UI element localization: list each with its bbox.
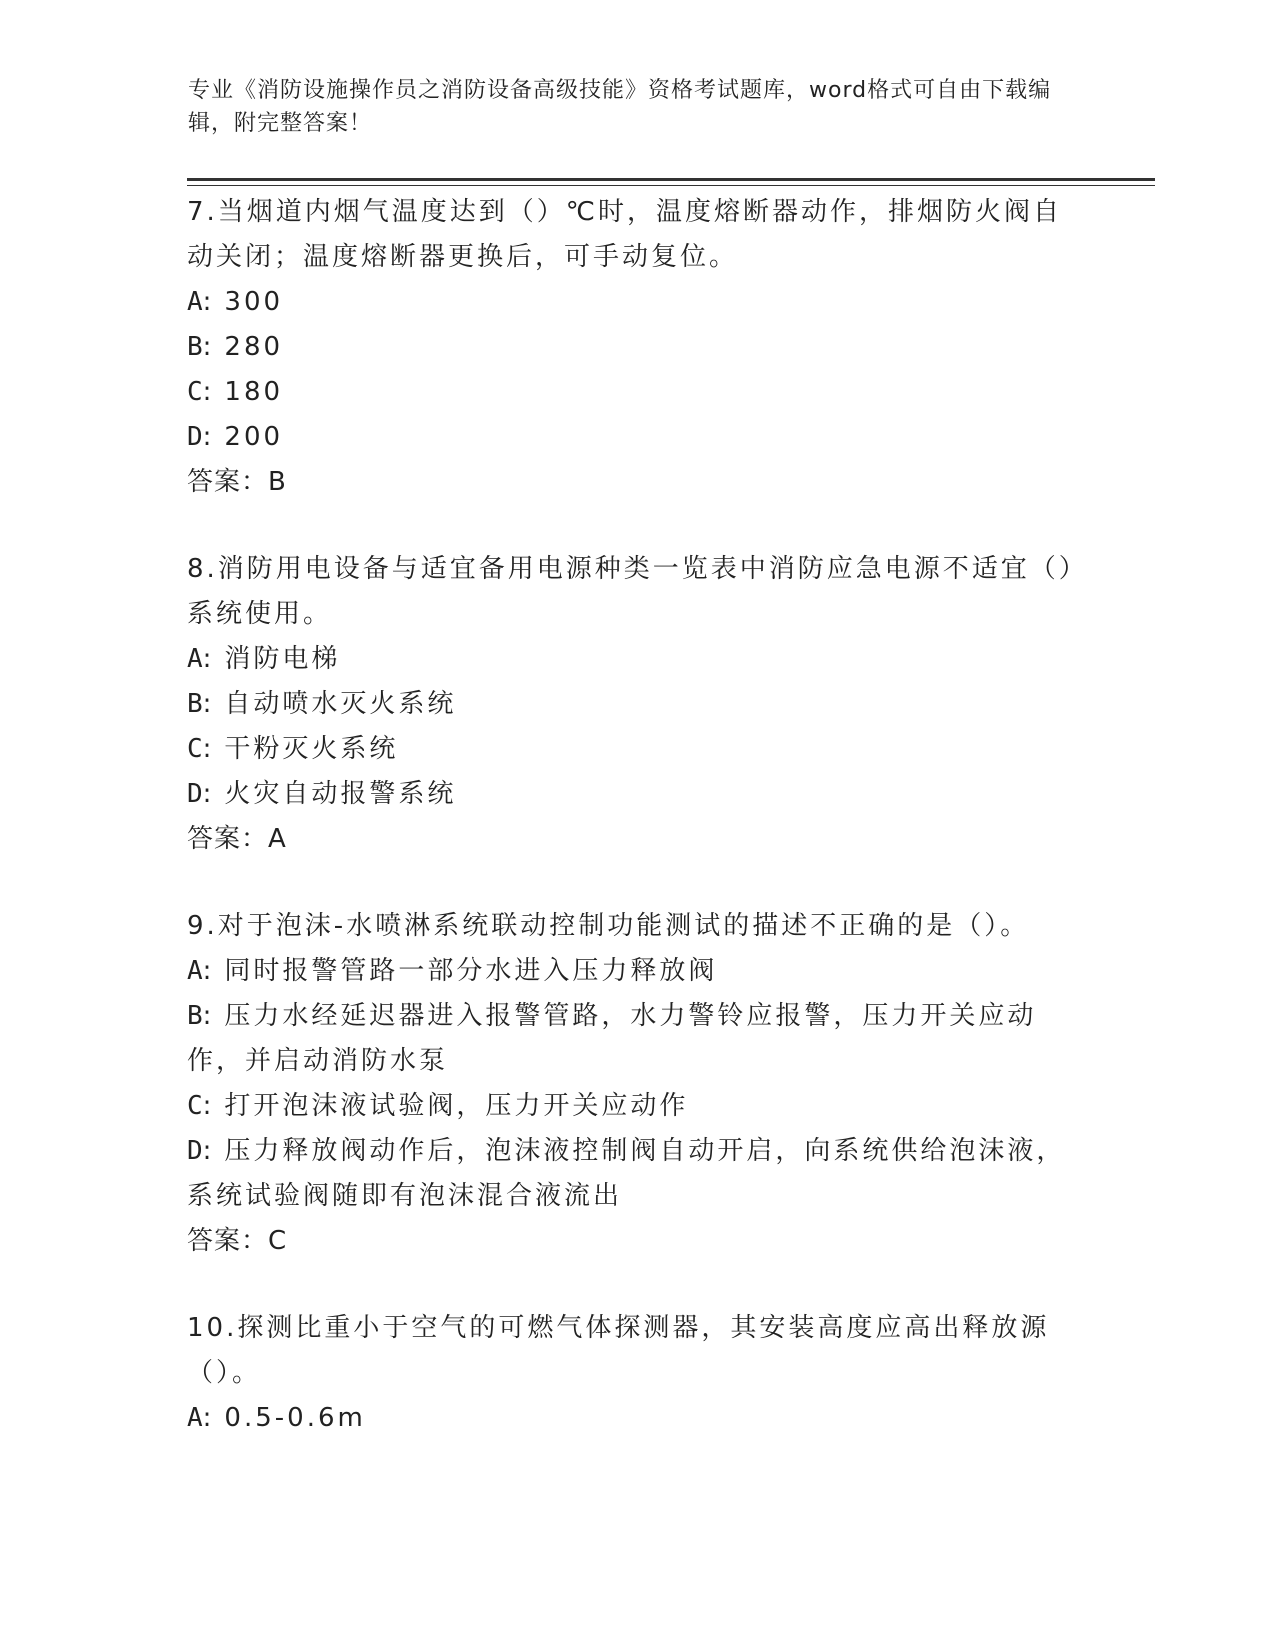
option-separator: : xyxy=(202,377,215,407)
option-text: 280 xyxy=(224,332,284,362)
answer-line: 答案：C xyxy=(187,1226,288,1256)
option-text: 消防电梯 xyxy=(224,644,341,674)
question-list xyxy=(187,190,1087,1483)
option-letter: D xyxy=(187,1136,203,1166)
option-separator: : xyxy=(202,1136,215,1166)
option-letter: C xyxy=(187,734,203,764)
option-text: 180 xyxy=(224,377,284,407)
question-10 xyxy=(187,1306,1087,1441)
answer-line: 答案：A xyxy=(187,824,287,854)
option-a xyxy=(187,949,1087,994)
question-text: 10.探测比重小于空气的可燃气体探测器，其安装高度应高出释放源（）。 xyxy=(187,1313,1050,1388)
option-a xyxy=(187,1396,1087,1441)
question-7 xyxy=(187,190,1087,505)
option-b xyxy=(187,994,1087,1084)
option-text: 同时报警管路一部分水进入压力释放阀 xyxy=(224,956,718,986)
question-9 xyxy=(187,904,1087,1264)
option-letter: D xyxy=(187,779,203,809)
option-letter: A xyxy=(187,644,203,674)
option-letter: A xyxy=(187,956,203,986)
option-text: 300 xyxy=(224,287,284,317)
option-a xyxy=(187,637,1087,682)
option-separator: : xyxy=(202,1001,215,1031)
option-text: 自动喷水灭火系统 xyxy=(224,689,457,719)
option-separator: : xyxy=(202,332,215,362)
option-separator: : xyxy=(202,1091,215,1121)
option-letter: B xyxy=(187,689,203,719)
option-text: 火灾自动报警系统 xyxy=(224,779,457,809)
question-text: 8.消防用电设备与适宜备用电源种类一览表中消防应急电源不适宜（）系统使用。 xyxy=(187,554,1075,629)
option-text: 打开泡沫液试验阀，压力开关应动作 xyxy=(224,1091,689,1121)
option-letter: A xyxy=(187,287,203,317)
option-separator: : xyxy=(202,287,215,317)
option-text: 压力水经延迟器进入报警管路，水力警铃应报警，压力开关应动作，并启动消防水泵 xyxy=(187,1001,1037,1076)
option-letter: D xyxy=(187,422,203,452)
header-rule-thin xyxy=(187,185,1155,186)
option-letter: A xyxy=(187,1403,203,1433)
option-letter: B xyxy=(187,332,203,362)
option-text: 干粉灭火系统 xyxy=(224,734,399,764)
option-text: 压力释放阀动作后，泡沫液控制阀自动开启，向系统供给泡沫液，系统试验阀随即有泡沫混合液流出 xyxy=(187,1136,1066,1211)
header-rule-thick xyxy=(187,178,1155,181)
option-separator: : xyxy=(202,779,215,809)
option-c xyxy=(187,370,1087,415)
option-d xyxy=(187,415,1087,460)
option-separator: : xyxy=(202,689,215,719)
option-b xyxy=(187,682,1087,727)
option-separator: : xyxy=(202,956,215,986)
option-text: 200 xyxy=(224,422,284,452)
option-letter: C xyxy=(187,377,203,407)
option-separator: : xyxy=(202,644,215,674)
option-separator: : xyxy=(202,1403,215,1433)
question-8 xyxy=(187,547,1087,862)
option-c xyxy=(187,1084,1087,1129)
option-letter: C xyxy=(187,1091,203,1121)
option-letter: B xyxy=(187,1001,203,1031)
question-text: 7.当烟道内烟气温度达到（）℃时，温度熔断器动作，排烟防火阀自动关闭；温度熔断器更换后，可手动复位。 xyxy=(187,197,1063,272)
option-b xyxy=(187,325,1087,370)
option-separator: : xyxy=(202,422,215,452)
answer-line: 答案：B xyxy=(187,467,287,497)
option-c xyxy=(187,727,1087,772)
option-a xyxy=(187,280,1087,325)
option-text: 0.5-0.6m xyxy=(224,1403,366,1433)
option-separator: : xyxy=(202,734,215,764)
option-d xyxy=(187,1129,1087,1219)
question-text: 9.对于泡沫-水喷淋系统联动控制功能测试的描述不正确的是（）。 xyxy=(187,911,1030,941)
option-d xyxy=(187,772,1087,817)
document-header: 专业《消防设施操作员之消防设备高级技能》资格考试题库，word格式可自由下载编辑，附完整答案！ xyxy=(188,78,1052,136)
